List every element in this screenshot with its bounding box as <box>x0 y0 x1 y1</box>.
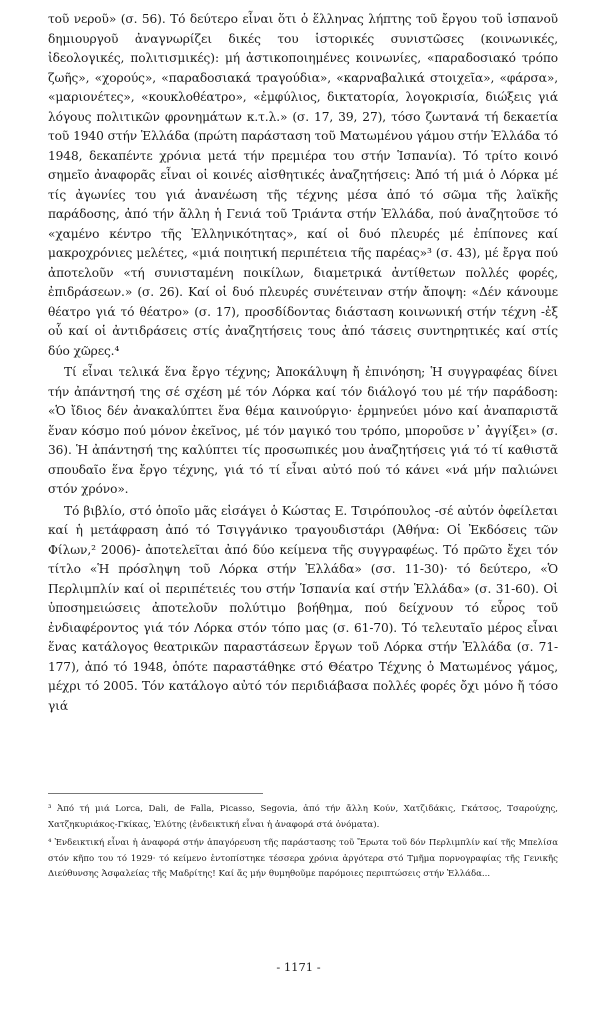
paragraph-1: τοῦ νεροῦ» (σ. 56). Τό δεύτερο εἶναι ὅτι ὁ ἕλληνας λήπτης τοῦ ἔργου τοῦ ἱσπανοῦ δημιουργοῦ ἀναγνωρίζει δικές του ἱστορικές συνιστῶσες (κοινωνικές, ἰδεολογικές, πολιτισμικές): μή ἀστικοποιημένες κοινωνίες, «παραδοσιακό τρόπο ζωῆς», «χορούς», «παραδοσιακά τραγούδια», «καρναβαλικά στοιχεῖα», «φάρσα», «μαριονέτες», «κουκλοθέατρο», «ἐμφύλιος, δικτατορία, λογοκρισία, διώξεις γιά λόγους πολιτικῶν φρονημάτων κ.τ.λ.» (σ. 17, 39, 27), τόσο ζωντανά τή δεκαετία τοῦ 1940 στήν Ἑλλάδα (πρώτη παράσταση τοῦ Ματωμένου γάμου στήν Ἑλλάδα τό 1948, δεκαπέντε χρόνια μετά τήν πρεμιέρα του στήν Ἱσπανία). Τό τρίτο κοινό σημεῖο ἀναφορᾶς εἶναι οἱ κοινές αἰσθητικές ἀναζητήσεις: Ἀπό τή μιά ὁ Λόρκα μέ τίς ἀγωνίες του γιά ἀνανέωση τῆς τέχνης μέσα ἀπό τό σῶμα τῆς λαϊκῆς παράδοσης, ἀπό τήν ἄλλη ἡ Γενιά τοῦ Τριάντα στήν Ἑλλάδα, πού ἀναζητοῦσε τό «χαμένο κέντρο τῆς Ἑλληνικότητας», καί οἱ δυό πλευρές μέ ἐπίπονες καί μακροχρόνιες μελέτες, «μιά ποιητική περιπέτεια τῆς παρέας»³ (σ. 43), μέ ἔργα πού ἀποτελοῦν «τή συνισταμένη ποικίλων, διαμετρικά ἀντίθετων πολλές φορές, ἐπιδράσεων.» (σ. 26). Καί οἱ δυό πλευρές συνέτειναν στήν ἄποψη: «Δέν κάνουμε θέατρο γιά τό θέατρο» (σ. 17), προσδίδοντας διάσταση κοινωνική στήν τέχνη -ἐξ οὗ καί οἱ ἀντιδράσεις στίς ἀναζητήσεις τους ἀπό τάσεις συντηρητικές καί στίς δύο χῶρες.⁴ <box>48 12 558 358</box>
main-text <box>48 10 558 716</box>
footnotes <box>48 802 558 886</box>
paragraph-2: Τί εἶναι τελικά ἕνα ἔργο τέχνης; Ἀποκάλυψη ἤ ἐπινόηση; Ἡ συγγραφέας δίνει τήν ἀπάντησή της σέ σχέση μέ τόν Λόρκα καί τόν διάλογό του μέ τήν παράδοση: «Ὁ ἴδιος δέν ἀνακαλύπτει ἕνα θέμα καινούργιο· ἑρμηνεύει μόνο καί ἀναπαριστᾶ ἕναν κόσμο πού μόνον ἐκεῖνος, μέ τόν μαγικό του τρόπο, μποροῦσε ν᾽ ἀγγίξει» (σ. 36). Ἡ ἀπάντησή της καλύπτει τίς προσωπικές μου ἀναζητήσεις γιά τό τί καθιστᾶ σπουδαῖο ἕνα ἔργο τέχνης, γιά τό τί εἶναι αὐτό πού τό κάνει «νά μήν παλιώνει στόν χρόνο». <box>48 365 558 496</box>
footnote-divider <box>48 793 263 794</box>
page-number: - 1171 - <box>276 960 321 974</box>
footnote-4: ⁴ Ἐνδεικτική εἶναι ἡ ἀναφορά στήν ἀπαγόρευση τῆς παράστασης τοῦ Ἔρωτα τοῦ δόν Περλιμπλίν καί τῆς Μπελίσα στόν κῆπο του τό 1929· τό κείμενο ἐντοπίστηκε τέσσερα χρόνια ἀργότερα στό Τμῆμα πορνογραφίας τῆς Γενικῆς Διεύθυνσης Ἀσφαλείας τῆς Μαδρίτης! Καί ἄς μήν θυμηθοῦμε παρόμοιες περιπτώσεις στήν Ἑλλάδα... <box>48 838 558 879</box>
paragraph-3: Τό βιβλίο, στό ὁποῖο μᾶς εἰσάγει ὁ Κώστας Ε. Τσιρόπουλος -σέ αὐτόν ὀφείλεται καί ἡ μετάφραση ἀπό τό Τσιγγάνικο τραγουδιστάρι (Ἀθήνα: Οἱ Ἐκδόσεις τῶν Φίλων,² 2006)- ἀποτελεῖται ἀπό δύο κείμενα τῆς συγγραφέως. Τό πρῶτο ἔχει τόν τίτλο «Ἡ πρόσληψη τοῦ Λόρκα στήν Ἑλλάδα» (σσ. 11-30)· τό δεύτερο, «Ὁ Περλιμπλίν καί οἱ περιπέτειές του στήν Ἱσπανία καί στήν Ἑλλάδα» (σ. 31-60). Οἱ ὑποσημειώσεις ἀποτελοῦν πολύτιμο βοήθημα, πού δείχνουν τό εὖρος τοῦ ἐνδιαφέροντος γιά τόν Λόρκα στόν τόπο μας (σ. 61-70). Τό τελευταῖο μέρος εἶναι ἕνας κατάλογος θεατρικῶν παραστάσεων ἔργων τοῦ Λόρκα στήν Ἑλλάδα (σ. 71-177), ἀπό τό 1948, ὁπότε παραστάθηκε στό Θέατρο Τέχνης ὁ Ματωμένος γάμος, μέχρι τό 2005. Τόν κατάλογο αὐτό τόν περιδιάβασα πολλές φορές ὄχι μόνο ἤ τόσο γιά <box>48 503 558 713</box>
footnote-3: ³ Ἀπό τή μιά Lorca, Dali, de Falla, Picasso, Segovia, ἀπό τήν ἄλλη Κούν, Χατζιδάκις, Γκάτσος, Τσαρούχης, Χατζηκυριάκος-Γκίκας, Ἐλύτης (ἐνδεικτική εἶναι ἡ ἀναφορά στά ὀνόματα). <box>48 804 558 830</box>
